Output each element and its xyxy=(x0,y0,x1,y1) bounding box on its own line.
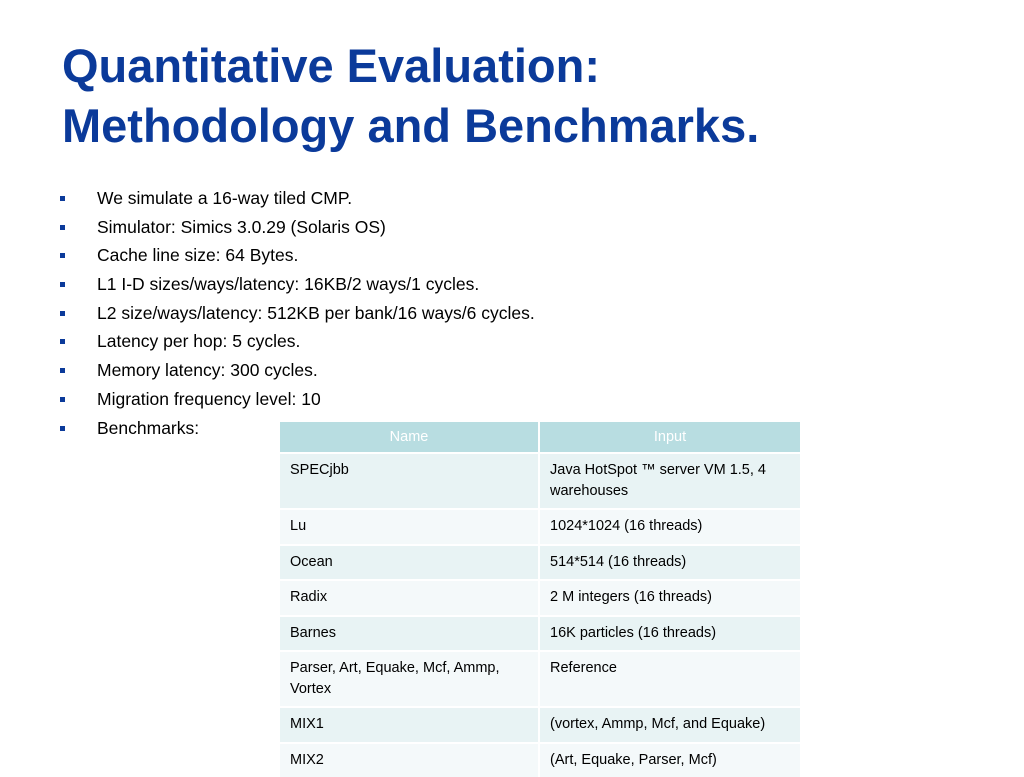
cell-input: (Art, Equake, Parser, Mcf) xyxy=(539,743,800,777)
bullet-item xyxy=(60,270,535,299)
square-bullet-icon xyxy=(60,397,65,402)
cell-input: 1024*1024 (16 threads) xyxy=(539,509,800,545)
bullet-text: Memory latency: 300 cycles. xyxy=(97,360,318,380)
bullet-text: L2 size/ways/latency: 512KB per bank/16 ways/6 cycles. xyxy=(97,303,535,323)
bullet-text: Cache line size: 64 Bytes. xyxy=(97,245,298,265)
slide-title-line-1: Quantitative Evaluation: xyxy=(62,36,962,96)
bullet-item xyxy=(60,299,535,328)
bullet-item xyxy=(60,213,535,242)
cell-input: Java HotSpot ™ server VM 1.5, 4 warehouses xyxy=(539,453,800,509)
bullet-item xyxy=(60,385,535,414)
bullet-list xyxy=(60,184,535,442)
cell-name: MIX2 xyxy=(280,743,539,777)
bullet-item xyxy=(60,356,535,385)
cell-name: Parser, Art, Equake, Mcf, Ammp, Vortex xyxy=(280,651,539,707)
column-header-name: Name xyxy=(280,422,539,453)
table-row xyxy=(280,509,800,545)
bullet-text: L1 I-D sizes/ways/latency: 16KB/2 ways/1 cycles. xyxy=(97,274,479,294)
bullet-item xyxy=(60,241,535,270)
bullet-text: Migration frequency level: 10 xyxy=(97,389,321,409)
square-bullet-icon xyxy=(60,282,65,287)
bullet-text: We simulate a 16-way tiled CMP. xyxy=(97,188,352,208)
table-row xyxy=(280,707,800,743)
bullet-item xyxy=(60,184,535,213)
cell-name: Ocean xyxy=(280,545,539,581)
cell-name: SPECjbb xyxy=(280,453,539,509)
column-header-input: Input xyxy=(539,422,800,453)
bullet-text: Simulator: Simics 3.0.29 (Solaris OS) xyxy=(97,217,386,237)
table-row xyxy=(280,651,800,707)
table-row xyxy=(280,616,800,652)
cell-input: Reference xyxy=(539,651,800,707)
slide-title-line-2: Methodology and Benchmarks. xyxy=(62,96,962,156)
table-row xyxy=(280,453,800,509)
slide-title xyxy=(62,36,962,156)
table-row xyxy=(280,743,800,777)
benchmarks-table xyxy=(280,422,800,777)
cell-input: 16K particles (16 threads) xyxy=(539,616,800,652)
table-row xyxy=(280,545,800,581)
bullet-text: Latency per hop: 5 cycles. xyxy=(97,331,300,351)
cell-input: 514*514 (16 threads) xyxy=(539,545,800,581)
cell-input: 2 M integers (16 threads) xyxy=(539,580,800,616)
table-header-row xyxy=(280,422,800,453)
square-bullet-icon xyxy=(60,426,65,431)
square-bullet-icon xyxy=(60,311,65,316)
table-row xyxy=(280,580,800,616)
cell-name: MIX1 xyxy=(280,707,539,743)
square-bullet-icon xyxy=(60,253,65,258)
square-bullet-icon xyxy=(60,368,65,373)
cell-name: Barnes xyxy=(280,616,539,652)
square-bullet-icon xyxy=(60,339,65,344)
bullet-text: Benchmarks: xyxy=(97,418,199,438)
cell-name: Radix xyxy=(280,580,539,616)
cell-name: Lu xyxy=(280,509,539,545)
cell-input: (vortex, Ammp, Mcf, and Equake) xyxy=(539,707,800,743)
bullet-item xyxy=(60,327,535,356)
square-bullet-icon xyxy=(60,196,65,201)
square-bullet-icon xyxy=(60,225,65,230)
